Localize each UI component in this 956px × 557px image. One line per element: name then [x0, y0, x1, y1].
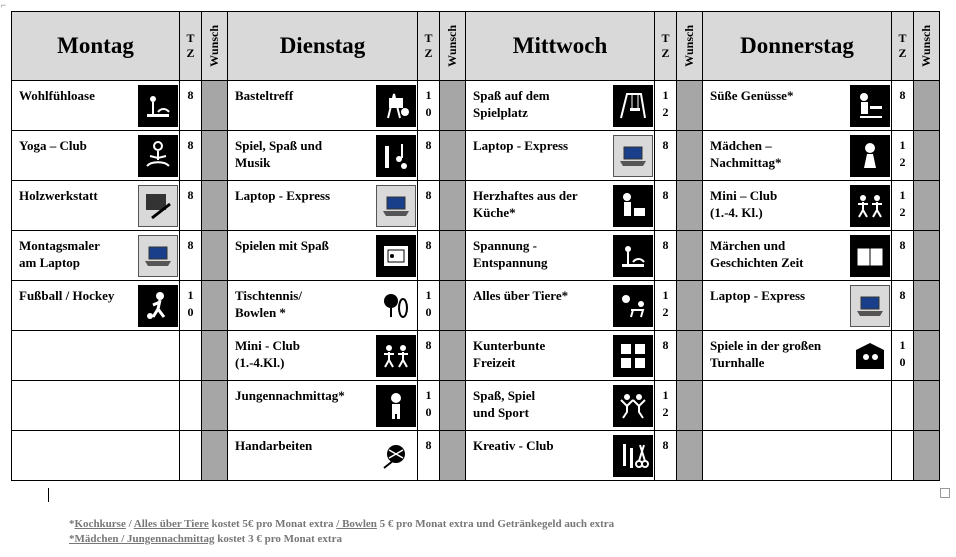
- wunsch-cell[interactable]: [202, 181, 228, 231]
- tz-cell[interactable]: 1 0: [418, 281, 440, 331]
- wunsch-cell[interactable]: [440, 331, 466, 381]
- table-row: [12, 281, 940, 331]
- pingpong-bowling-icon: [376, 285, 416, 327]
- tz-cell[interactable]: 8: [655, 331, 677, 381]
- activity-cell[interactable]: [703, 181, 892, 231]
- day-header: Donnerstag: [703, 12, 892, 81]
- activity-label: Wohlfühloase: [19, 88, 95, 103]
- table-resize-handle[interactable]: [940, 488, 950, 498]
- wunsch-cell[interactable]: [440, 281, 466, 331]
- wunsch-cell[interactable]: [440, 131, 466, 181]
- activity-cell[interactable]: [12, 281, 180, 331]
- cooking-person-icon: [613, 185, 653, 227]
- activity-cell[interactable]: [703, 331, 892, 381]
- empty-tz-cell[interactable]: [180, 381, 202, 431]
- tz-cell[interactable]: 1 2: [655, 81, 677, 131]
- baking-person-icon: [850, 85, 890, 127]
- craft-tools-icon: [613, 435, 653, 477]
- activity-label: Laptop - Express: [473, 138, 569, 153]
- activity-cell[interactable]: [466, 81, 655, 131]
- footnote-girls-boys: *Mädchen / Jungennachmittag kostet 3 € pro Monat extra: [69, 533, 342, 545]
- activity-cell[interactable]: [228, 231, 418, 281]
- tz-cell[interactable]: 1 0: [418, 381, 440, 431]
- activity-label: Basteltreff: [235, 88, 294, 103]
- day-header: Dienstag: [228, 12, 418, 81]
- activity-cell[interactable]: [228, 81, 418, 131]
- footnote-costs: *Kochkurse / Alles über Tiere kostet 5€ pro Monat extra / Bowlen 5 € pro Monat extra und Getränkegeld auch extra: [69, 518, 615, 530]
- wunsch-header: Wunsch: [202, 12, 228, 81]
- wunsch-cell[interactable]: [677, 431, 703, 481]
- wunsch-cell[interactable]: [440, 381, 466, 431]
- wunsch-header: Wunsch: [914, 12, 940, 81]
- laptop-icon: [376, 185, 416, 227]
- tz-header: T Z: [180, 12, 202, 81]
- activity-cell[interactable]: [228, 181, 418, 231]
- tz-cell[interactable]: 8: [418, 331, 440, 381]
- tz-header: T Z: [892, 12, 914, 81]
- wunsch-header: Wunsch: [677, 12, 703, 81]
- wunsch-cell[interactable]: [914, 331, 940, 381]
- storybook-icon: [850, 235, 890, 277]
- activity-cell[interactable]: [466, 431, 655, 481]
- tz-cell[interactable]: 1 0: [892, 331, 914, 381]
- tz-cell[interactable]: 8: [180, 131, 202, 181]
- tz-cell[interactable]: 1 0: [180, 281, 202, 331]
- activity-cell[interactable]: [12, 131, 180, 181]
- wunsch-cell[interactable]: [202, 231, 228, 281]
- activity-cell[interactable]: [228, 131, 418, 181]
- weekly-schedule-table: [11, 11, 940, 481]
- activity-cell[interactable]: [703, 81, 892, 131]
- tz-cell[interactable]: 8: [418, 431, 440, 481]
- wunsch-cell[interactable]: [677, 331, 703, 381]
- empty-cell[interactable]: [12, 381, 180, 431]
- music-instruments-icon: [376, 135, 416, 177]
- wunsch-cell[interactable]: [202, 431, 228, 481]
- girl-icon: [850, 135, 890, 177]
- wunsch-cell[interactable]: [202, 281, 228, 331]
- playground-swing-icon: [613, 85, 653, 127]
- activity-label: Mädchen – Nachmittag*: [710, 138, 782, 170]
- activity-label: Spaß auf dem Spielplatz: [473, 88, 550, 120]
- yoga-meditation-icon: [138, 135, 178, 177]
- wunsch-cell[interactable]: [914, 431, 940, 481]
- tz-cell[interactable]: 8: [418, 231, 440, 281]
- wunsch-cell[interactable]: [677, 231, 703, 281]
- activity-cell[interactable]: [228, 331, 418, 381]
- activity-cell[interactable]: [12, 81, 180, 131]
- activity-label: Kunterbunte Freizeit: [473, 338, 546, 370]
- tz-cell[interactable]: 8: [892, 231, 914, 281]
- empty-cell[interactable]: [703, 431, 892, 481]
- tz-cell[interactable]: 1 2: [655, 381, 677, 431]
- wunsch-cell[interactable]: [677, 131, 703, 181]
- tz-header: T Z: [655, 12, 677, 81]
- wunsch-cell[interactable]: [914, 281, 940, 331]
- table-row: [12, 131, 940, 181]
- activity-label: Laptop - Express: [710, 288, 806, 303]
- relax-lamp-icon: [138, 85, 178, 127]
- tz-cell[interactable]: 8: [418, 181, 440, 231]
- activity-cell[interactable]: [228, 281, 418, 331]
- wunsch-cell[interactable]: [440, 231, 466, 281]
- activity-cell[interactable]: [466, 331, 655, 381]
- table-row: [12, 381, 940, 431]
- activity-label: Handarbeiten: [235, 438, 313, 453]
- yarn-knitting-icon: [376, 435, 416, 477]
- header-row: [12, 12, 940, 81]
- wunsch-cell[interactable]: [677, 81, 703, 131]
- children-playing-icon: [376, 335, 416, 377]
- activity-label: Yoga – Club: [19, 138, 87, 153]
- wunsch-cell[interactable]: [914, 81, 940, 131]
- activity-cell[interactable]: [703, 281, 892, 331]
- table-row: [12, 181, 940, 231]
- empty-tz-cell[interactable]: [180, 331, 202, 381]
- wunsch-cell[interactable]: [914, 131, 940, 181]
- activity-cell[interactable]: [12, 231, 180, 281]
- laptop-icon: [613, 135, 653, 177]
- activity-cell[interactable]: [466, 281, 655, 331]
- wunsch-cell[interactable]: [202, 131, 228, 181]
- wunsch-cell[interactable]: [440, 431, 466, 481]
- activity-cell[interactable]: [703, 131, 892, 181]
- animals-icon: [613, 285, 653, 327]
- wunsch-header: Wunsch: [440, 12, 466, 81]
- day-header: Montag: [12, 12, 180, 81]
- activity-cell[interactable]: [228, 431, 418, 481]
- wunsch-cell[interactable]: [677, 281, 703, 331]
- activity-label: Fußball / Hockey: [19, 288, 115, 303]
- laptop-icon: [138, 235, 178, 277]
- activity-label: Spielen mit Spaß: [235, 238, 329, 253]
- empty-tz-cell[interactable]: [180, 431, 202, 481]
- wunsch-cell[interactable]: [677, 181, 703, 231]
- table-row: [12, 331, 940, 381]
- wunsch-cell[interactable]: [202, 331, 228, 381]
- activity-label: Spannung - Entspannung: [473, 238, 548, 270]
- activity-cell[interactable]: [466, 181, 655, 231]
- empty-cell[interactable]: [12, 331, 180, 381]
- day-header: Mittwoch: [466, 12, 655, 81]
- activity-label: Herzhaftes aus der Küche*: [473, 188, 578, 220]
- tz-cell[interactable]: 8: [655, 131, 677, 181]
- wunsch-cell[interactable]: [914, 381, 940, 431]
- activity-label: Jungennachmittag*: [235, 388, 345, 403]
- relax-lamp-icon: [613, 235, 653, 277]
- activity-label: Laptop - Express: [235, 188, 331, 203]
- activity-label: Holzwerkstatt: [19, 188, 98, 203]
- table-row: [12, 431, 940, 481]
- activity-label: Mini – Club (1.-4. Kl.): [710, 188, 778, 220]
- football-player-icon: [138, 285, 178, 327]
- tz-cell[interactable]: 8: [892, 281, 914, 331]
- wunsch-cell[interactable]: [440, 181, 466, 231]
- children-playing-icon: [850, 185, 890, 227]
- tz-cell[interactable]: 8: [418, 131, 440, 181]
- anchor-marker: ⌐: [1, 0, 7, 10]
- hammer-wood-icon: [138, 185, 178, 227]
- wunsch-cell[interactable]: [677, 381, 703, 431]
- activity-cell[interactable]: [228, 381, 418, 431]
- activity-cell[interactable]: [466, 131, 655, 181]
- empty-cell[interactable]: [703, 381, 892, 431]
- tz-cell[interactable]: 8: [655, 181, 677, 231]
- activity-label: Märchen und Geschichten Zeit: [710, 238, 804, 270]
- boy-icon: [376, 385, 416, 427]
- tz-cell[interactable]: 1 2: [892, 181, 914, 231]
- empty-tz-cell[interactable]: [892, 381, 914, 431]
- tz-header: T Z: [418, 12, 440, 81]
- tz-cell[interactable]: 1 2: [892, 131, 914, 181]
- empty-tz-cell[interactable]: [892, 431, 914, 481]
- activity-label: Kreativ - Club: [473, 438, 554, 453]
- easel-painting-icon: [376, 85, 416, 127]
- activity-cell[interactable]: [466, 231, 655, 281]
- tz-cell[interactable]: 8: [180, 231, 202, 281]
- table-row: [12, 81, 940, 131]
- activity-label: Tischtennis/ Bowlen *: [235, 288, 302, 320]
- wunsch-cell[interactable]: [440, 81, 466, 131]
- tz-cell[interactable]: 8: [655, 431, 677, 481]
- activity-label: Montagsmaler am Laptop: [19, 238, 100, 270]
- laptop-icon: [850, 285, 890, 327]
- board-game-icon: [376, 235, 416, 277]
- wunsch-cell[interactable]: [202, 81, 228, 131]
- wunsch-cell[interactable]: [202, 381, 228, 431]
- leisure-grid-icon: [613, 335, 653, 377]
- dancing-kids-icon: [613, 385, 653, 427]
- wunsch-cell[interactable]: [914, 231, 940, 281]
- activity-cell[interactable]: [703, 231, 892, 281]
- activity-label: Süße Genüsse*: [710, 88, 794, 103]
- tz-cell[interactable]: 8: [655, 231, 677, 281]
- activity-label: Spiel, Spaß und Musik: [235, 138, 323, 170]
- tz-cell[interactable]: 8: [180, 181, 202, 231]
- table-row: [12, 231, 940, 281]
- tz-cell[interactable]: 8: [892, 81, 914, 131]
- activity-cell[interactable]: [12, 181, 180, 231]
- tz-cell[interactable]: 1 0: [418, 81, 440, 131]
- text-cursor: [48, 488, 49, 502]
- activity-label: Mini - Club (1.-4.Kl.): [235, 338, 301, 370]
- tz-cell[interactable]: 8: [180, 81, 202, 131]
- empty-cell[interactable]: [12, 431, 180, 481]
- activity-label: Spaß, Spiel und Sport: [473, 388, 536, 420]
- activity-cell[interactable]: [466, 381, 655, 431]
- wunsch-cell[interactable]: [914, 181, 940, 231]
- activity-label: Alles über Tiere*: [473, 288, 569, 303]
- tz-cell[interactable]: 1 2: [655, 281, 677, 331]
- gym-hall-icon: [850, 335, 890, 377]
- activity-label: Spiele in der großen Turnhalle: [710, 338, 822, 370]
